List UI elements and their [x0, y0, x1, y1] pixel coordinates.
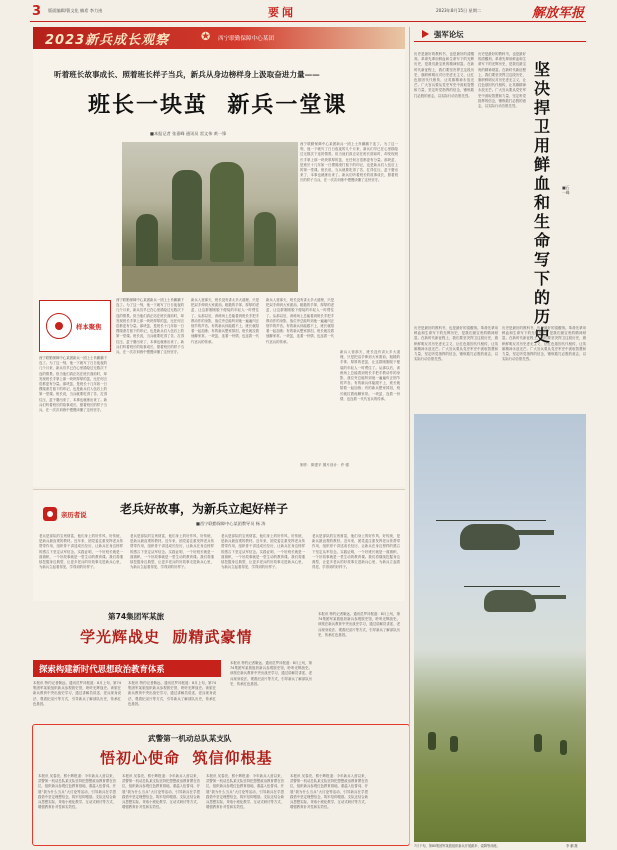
helicopter-rotor: [436, 520, 546, 521]
story1-col-4: 新兵入营那天，班长没有讲太多大道理，只是把双手伸到大家面前。粗糙的手掌、厚厚的老茧，让这群刚刚脱下便装的年轻人一时愣住了。从那以后，训练场上总能看到班长手把手教动作的身影，战位旁总能听到他一遍遍纠正细节的声音。有的新兵体能跟不上，班长就陪着一起加练；有的新兵想家掉泪，班长就拉着他聊家常。一块茧，连着一份情，也连着一代代官兵的传承。: [266, 298, 334, 344]
trooper-figure: [450, 736, 458, 752]
story3-kicker: 第74集团军某旅: [108, 612, 165, 621]
column-divider: [409, 27, 410, 845]
header-rule: [30, 21, 586, 22]
story1-headline: 班长一块茧 新兵一堂课: [88, 93, 348, 118]
editor-line: 版面编辑/曹文化 楠希 李力逵: [48, 8, 103, 13]
witness-box: [39, 505, 111, 525]
story1-col-1: 西宁联勤保障中心某团新兵一团上士肖鹏鹏下连了。为了这一刻，他一下就写了日日夜夜的几个月来，新兵们早已在心里描绘过无数次下连的情景。但当他们真正站在班长面前时，却发现班长手掌上那一块块厚厚的茧，比任何言语都更有分量。那块茧，是班长十几年如一日摸爬滚打留下的印记，也是新兵们入伍后上的第一堂课。班长说，当兵就要吃得了苦、扛得住压，茧子磨出来了，本事也就练出来了。新兵们听着班长的故事成长，照着班长的样子当兵，在一次次训练中慢慢读懂了这份坚守。: [39, 356, 107, 413]
photo-caption: 7月下旬，第80集团军某旅组织新兵开展跳伞、索降等训练。: [414, 844, 500, 848]
witness-label: 亲历者说: [61, 511, 87, 519]
forum-tag-label: 强军论坛: [434, 30, 464, 39]
forum-flag-icon: [422, 30, 429, 38]
soldier-figure: [210, 162, 244, 262]
column-author: ■石一峰: [562, 185, 570, 195]
newspaper-logo: 解放军报: [532, 6, 585, 21]
story4-kicker: 武警第一机动总队某支队: [148, 734, 232, 743]
column-col-1: 历史是最好的教科书，也是最好的清醒剂。革命先辈用鲜血和生命写下的光辉历史，是我们最宝贵的精神财富。在新时代新征程上，我们要坚决捍卫这段历史，旗帜鲜明反对历史虚无主义，让红色基因代代相传，让英雄精神永放光芒。广大官兵要从党史军史中汲取智慧和力量，坚定听党指挥的信念，锤炼敢打必胜的意志，以实际行动告慰先烈。: [414, 52, 474, 98]
banner-title: 2023新兵成长观察: [45, 33, 170, 48]
helicopter-photo: [414, 414, 586, 842]
series-banner: [33, 27, 405, 49]
helicopter: [460, 524, 520, 550]
trooper-figure: [428, 732, 436, 750]
helicopter-tail: [532, 595, 566, 599]
witness-icon-inner: [47, 511, 53, 517]
section-title: 要闻: [268, 6, 296, 19]
story3-col-2: 本报讯 特约记者靳远、通讯员罗冲报道：8月上旬，第74集团军某旅组织新兵参观旅史馆，聆听光辉战史。该旅在新兵教育中突出战史学习，通过讲解员讲述、老兵现身说法、观看纪录片等方式，引导新兵了解部队历史，传承红色基因。: [128, 681, 216, 706]
sample-focus-box: [39, 300, 111, 352]
story2-byline: ■西宁联勤保障中心某团教导员 杨 涛: [196, 521, 266, 526]
story4-col-1: 本报讯 吴春亮、熊小辉报道：今年新兵入营以来，武警第一机动总队某支队坚持把思想政治教育摆在首位，组织新兵参观红色教育基地、重温入伍誓词、开展“我为什么当兵”大讨论等活动，引导新兵在学思践悟中坚定理想信念，筑牢信仰根基。支队还结合新兵思想实际，采取小班化教学、互动式研讨等方式，增强教育针对性和实效性。: [38, 774, 116, 810]
trooper-figure: [534, 734, 542, 752]
soldier-figure: [172, 170, 202, 260]
soldier-figure: [136, 214, 158, 270]
story1-col-3: 新兵入营那天，班长没有讲太多大道理，只是把双手伸到大家面前。粗糙的手掌、厚厚的老茧，让这群刚刚脱下便装的年轻人一时愣住了。从那以后，训练场上总能看到班长手把手教动作的身影，战位旁总能听到他一遍遍纠正细节的声音。有的新兵体能跟不上，班长就陪着一起加练；有的新兵想家掉泪，班长就拉着他聊家常。一块茧，连着一份情，也连着一代代官兵的传承。: [191, 298, 259, 344]
story3-col-4: 本报讯 特约记者靳远、通讯员罗冲报道：8月上旬，第74集团军某旅组织新兵参观旅史馆，聆听光辉战史。该旅在新兵教育中突出战史学习，通过讲解员讲述、老兵现身说法、观看纪录片等方式，引导新兵了解部队历史，传承红色基因。: [318, 612, 400, 637]
story3-col-3: 本报讯 特约记者靳远、通讯员罗冲报道：8月上旬，第74集团军某旅组织新兵参观旅史馆，聆听光辉战史。该旅在新兵教育中突出战史学习，通过讲解员讲述、老兵现身说法、观看纪录片等方式，引导新兵了解部队历史，传承红色基因。: [230, 661, 312, 686]
story4-headline: 悟初心使命 筑信仰根基: [100, 749, 273, 767]
section-banner-text: 探索构建新时代思想政治教育体系: [39, 664, 165, 674]
story1-col-5: 西宁联勤保障中心某团新兵一团上士肖鹏鹏下连了。为了这一刻，他一下就写了日日夜夜的几个月来，新兵们早已在心里描绘过无数次下连的情景。但当他们真正站在班长面前时，却发现班长手掌上那一块块厚厚的茧，比任何言语都更有分量。那块茧，是班长十几年如一日摸爬滚打留下的印记，也是新兵们入伍后上的第一堂课。班长说，当兵就要吃得了苦、扛得住压，茧子磨出来了，本事也就练出来了。新兵们听着班长的故事成长，照着班长的样子当兵，在一次次训练中慢慢读懂了这份坚守。: [300, 142, 398, 183]
forum-tag: [414, 28, 586, 42]
training-ground: [122, 266, 298, 292]
story1-col-6: 新兵入营那天，班长没有讲太多大道理，只是把双手伸到大家面前。粗糙的手掌、厚厚的老茧，让这群刚刚脱下便装的年轻人一时愣住了。从那以后，训练场上总能看到班长手把手教动作的身影，战位旁总能听到他一遍遍纠正细节的声音。有的新兵体能跟不上，班长就陪着一起加练；有的新兵想家掉泪，班长就拉着他聊家常。一块茧，连着一份情，也连着一代代官兵的传承。: [340, 350, 400, 401]
target-center-icon: [55, 322, 63, 330]
story4-col-4: 本报讯 吴春亮、熊小辉报道：今年新兵入营以来，武警第一机动总队某支队坚持把思想政治教育摆在首位，组织新兵参观红色教育基地、重温入伍誓词、开展“我为什么当兵”大讨论等活动，引导新兵在学思践悟中坚定理想信念，筑牢信仰根基。支队还结合新兵思想实际，采取小班化教学、互动式研讨等方式，增强教育针对性和实效性。: [290, 774, 368, 810]
story2-col-4: 老兵是部队的宝贵财富，他们身上的好作风、好传统，是新兵最直观的教材。近年来，团党委注重发挥老兵传帮带作用，组织骨干讲述成长经历，让新兵在身边榜样的感召下坚定从军信念。实践证明，一个好班长就是一面旗帜，一个好故事就是一堂生动的教育课。我们将继续挖掘身边典型，让更多老兵的好故事走进新兵心里，为新兵立起看得见、学得到的好样子。: [312, 534, 400, 570]
story1-credits: 制作：廖建平 图片设计：许 强: [300, 463, 350, 467]
story3-headline: 学光辉战史 励精武豪情: [80, 628, 253, 646]
grass-field: [414, 774, 586, 842]
story1-col-2: 西宁联勤保障中心某团新兵一团上士肖鹏鹏下连了。为了这一刻，他一下就写了日日夜夜的几个月来，新兵们早已在心里描绘过无数次下连的情景。但当他们真正站在班长面前时，却发现班长手掌上那一块块厚厚的茧，比任何言语都更有分量。那块茧，是班长十几年如一日摸爬滚打留下的印记，也是新兵们入伍后上的第一堂课。班长说，当兵就要吃得了苦、扛得住压，茧子磨出来了，本事也就练出来了。新兵们听着班长的故事成长，照着班长的样子当兵，在一次次训练中慢慢读懂了这份坚守。: [116, 298, 184, 355]
trooper-figure: [560, 740, 567, 755]
politics-section-banner: [33, 660, 221, 677]
story2-col-1: 老兵是部队的宝贵财富，他们身上的好作风、好传统，是新兵最直观的教材。近年来，团党委注重发挥老兵传帮带作用，组织骨干讲述成长经历，让新兵在身边榜样的感召下坚定从军信念。实践证明，一个好班长就是一面旗帜，一个好故事就是一堂生动的教育课。我们将继续挖掘身边典型，让更多老兵的好故事走进新兵心里，为新兵立起看得见、学得到的好样子。: [39, 534, 123, 570]
story3-col-1: 本报讯 特约记者靳远、通讯员罗冲报道：8月上旬，第74集团军某旅组织新兵参观旅史馆，聆听光辉战史。该旅在新兵教育中突出战史学习，通过讲解员讲述、老兵现身说法、观看纪录片等方式，引导新兵了解部队历史，传承红色基因。: [33, 681, 121, 706]
column-col-4: 历史是最好的教科书，也是最好的清醒剂。革命先辈用鲜血和生命写下的光辉历史，是我们最宝贵的精神财富。在新时代新征程上，我们要坚决捍卫这段历史，旗帜鲜明反对历史虚无主义，让红色基因代代相传，让英雄精神永放光芒。广大官兵要从党史军史中汲取智慧和力量，坚定听党指挥的信念，锤炼敢打必胜的意志，以实际行动告慰先烈。: [502, 326, 586, 362]
story4-col-3: 本报讯 吴春亮、熊小辉报道：今年新兵入营以来，武警第一机动总队某支队坚持把思想政治教育摆在首位，组织新兵参观红色教育基地、重温入伍誓词、开展“我为什么当兵”大讨论等活动，引导新兵在学思践悟中坚定理想信念，筑牢信仰根基。支队还结合新兵思想实际，采取小班化教学、互动式研讨等方式，增强教育针对性和实效性。: [206, 774, 284, 810]
story2-headline: 老兵好故事，为新兵立起好样子: [120, 502, 289, 516]
star-icon: ✪: [201, 30, 211, 43]
column-col-2: 历史是最好的教科书，也是最好的清醒剂。革命先辈用鲜血和生命写下的光辉历史，是我们最宝贵的精神财富。在新时代新征程上，我们要坚决捍卫这段历史，旗帜鲜明反对历史虚无主义，让红色基因代代相传，让英雄精神永放光芒。广大官兵要从党史军史中汲取智慧和力量，坚定听党指挥的信念，锤炼敢打必胜的意志，以实际行动告慰先烈。: [478, 52, 526, 109]
helicopter-rotor: [464, 586, 560, 587]
page-number: 3: [32, 4, 42, 19]
sample-focus-label: 样本聚焦: [76, 323, 102, 331]
banner-unit: 西宁联勤保障中心某团: [218, 36, 274, 42]
photo-credit: 李 鹏 摄: [566, 844, 578, 848]
story1-kicker: 听着班长故事成长、照着班长样子当兵，新兵从身边榜样身上汲取奋进力量——: [54, 70, 320, 79]
training-photo: [122, 142, 298, 292]
helicopter: [484, 590, 536, 612]
page-header: [0, 0, 617, 24]
page-date: 2023年8月15日 星期二: [436, 8, 482, 13]
story2-col-2: 老兵是部队的宝贵财富，他们身上的好作风、好传统，是新兵最直观的教材。近年来，团党委注重发挥老兵传帮带作用，组织骨干讲述成长经历，让新兵在身边榜样的感召下坚定从军信念。实践证明，一个好班长就是一面旗帜，一个好故事就是一堂生动的教育课。我们将继续挖掘身边典型，让更多老兵的好故事走进新兵心里，为新兵立起看得见、学得到的好样子。: [130, 534, 214, 570]
column-headline: 坚决捍卫用鲜血和生命写下的历史: [534, 60, 551, 345]
soldier-figure: [254, 212, 276, 270]
column-col-3: 历史是最好的教科书，也是最好的清醒剂。革命先辈用鲜血和生命写下的光辉历史，是我们最宝贵的精神财富。在新时代新征程上，我们要坚决捍卫这段历史，旗帜鲜明反对历史虚无主义，让红色基因代代相传，让英雄精神永放光芒。广大官兵要从党史军史中汲取智慧和力量，坚定听党指挥的信念，锤炼敢打必胜的意志，以实际行动告慰先烈。: [414, 326, 498, 362]
story4-col-2: 本报讯 吴春亮、熊小辉报道：今年新兵入营以来，武警第一机动总队某支队坚持把思想政治教育摆在首位，组织新兵参观红色教育基地、重温入伍誓词、开展“我为什么当兵”大讨论等活动，引导新兵在学思践悟中坚定理想信念，筑牢信仰根基。支队还结合新兵思想实际，采取小班化教学、互动式研讨等方式，增强教育针对性和实效性。: [122, 774, 200, 810]
story1-byline: ■本报记者 张嘉峰 通讯员 雷文伟 黄一锋: [150, 131, 227, 136]
helicopter-tail: [514, 530, 554, 535]
story2-col-3: 老兵是部队的宝贵财富，他们身上的好作风、好传统，是新兵最直观的教材。近年来，团党委注重发挥老兵传帮带作用，组织骨干讲述成长经历，让新兵在身边榜样的感召下坚定从军信念。实践证明，一个好班长就是一面旗帜，一个好故事就是一堂生动的教育课。我们将继续挖掘身边典型，让更多老兵的好故事走进新兵心里，为新兵立起看得见、学得到的好样子。: [221, 534, 305, 570]
